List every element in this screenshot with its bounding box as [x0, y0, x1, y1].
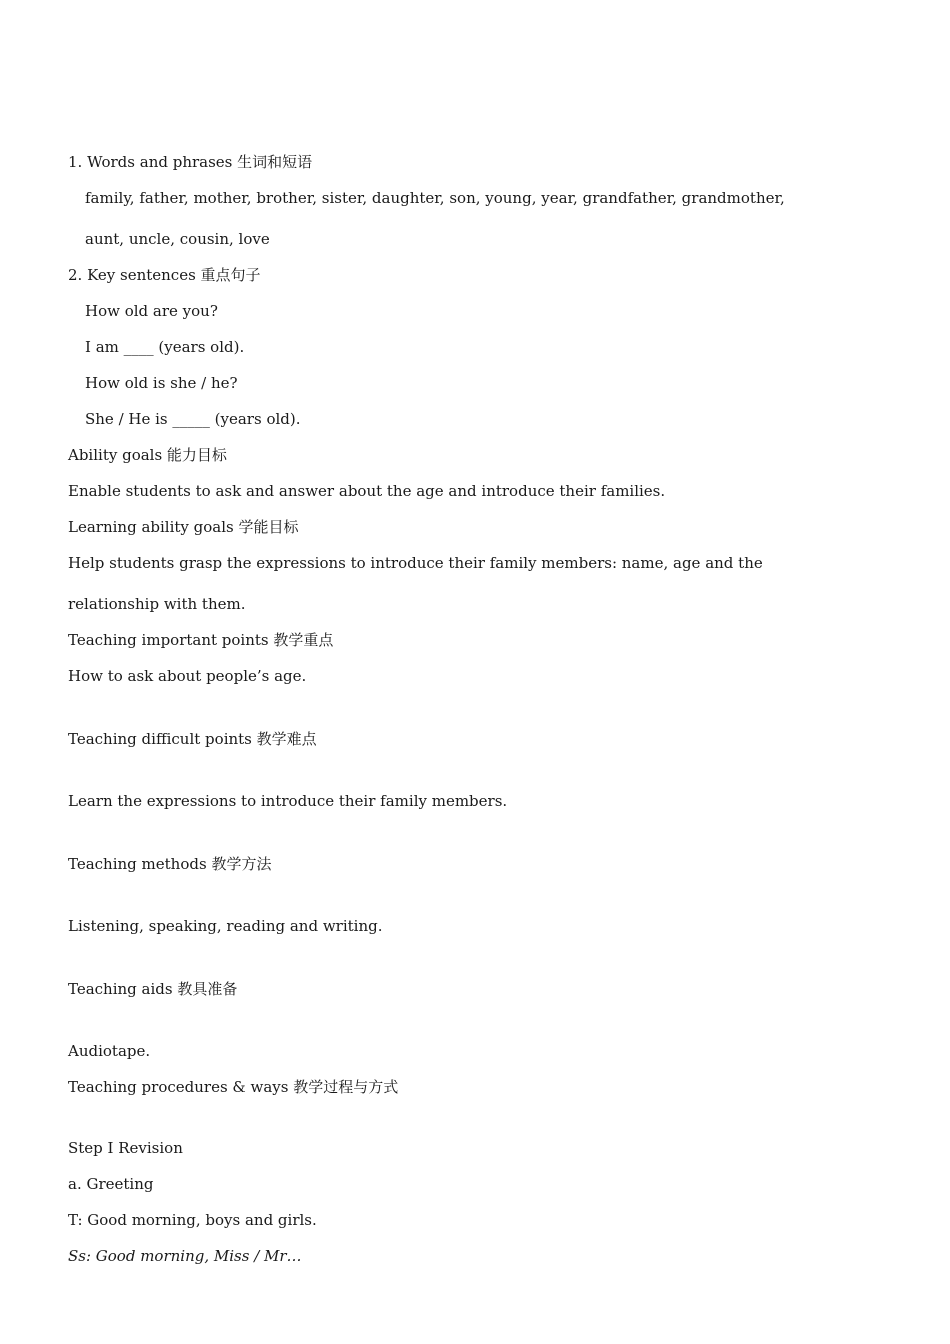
difficult-points-text: Learn the expressions to introduce their family members. [68, 792, 508, 810]
learning-goals-text-2: relationship with them. [68, 595, 246, 613]
ability-goals-heading: Ability goals 能力目标 [68, 446, 227, 464]
ability-goals-text: Enable students to ask and answer about the age and introduce their families. [68, 482, 666, 500]
teacher-line: T: Good morning, boys and girls. [68, 1211, 317, 1229]
section-heading-words: 1. Words and phrases 生词和短语 [68, 153, 313, 171]
key-sentence-4: She / He is _____ (years old). [85, 410, 301, 428]
key-sentence-2: I am ____ (years old). [85, 338, 245, 356]
step-one-heading: Step I Revision [68, 1139, 183, 1157]
teaching-aids-heading: Teaching aids 教具准备 [68, 980, 238, 998]
learning-goals-text-1: Help students grasp the expressions to introduce their family members: name, age and the [68, 554, 763, 572]
students-line: Ss: Good morning, Miss / Mr… [68, 1247, 302, 1265]
procedures-heading: Teaching procedures & ways 教学过程与方式 [68, 1078, 399, 1096]
step-one-item-a: a. Greeting [68, 1175, 154, 1193]
vocabulary-list-line-1: family, father, mother, brother, sister, daughter, son, young, year, grandfather, grandmother, [85, 189, 785, 207]
teaching-aids-text: Audiotape. [68, 1042, 151, 1060]
learning-goals-heading: Learning ability goals 学能目标 [68, 518, 299, 536]
teaching-methods-text: Listening, speaking, reading and writing. [68, 917, 383, 935]
difficult-points-heading: Teaching difficult points 教学难点 [68, 730, 317, 748]
vocabulary-list-line-2: aunt, uncle, cousin, love [85, 230, 270, 248]
important-points-text: How to ask about people’s age. [68, 667, 307, 685]
section-heading-sentences: 2. Key sentences 重点句子 [68, 266, 261, 284]
teaching-methods-heading: Teaching methods 教学方法 [68, 855, 272, 873]
key-sentence-1: How old are you? [85, 302, 218, 320]
important-points-heading: Teaching important points 教学重点 [68, 631, 334, 649]
key-sentence-3: How old is she / he? [85, 374, 238, 392]
